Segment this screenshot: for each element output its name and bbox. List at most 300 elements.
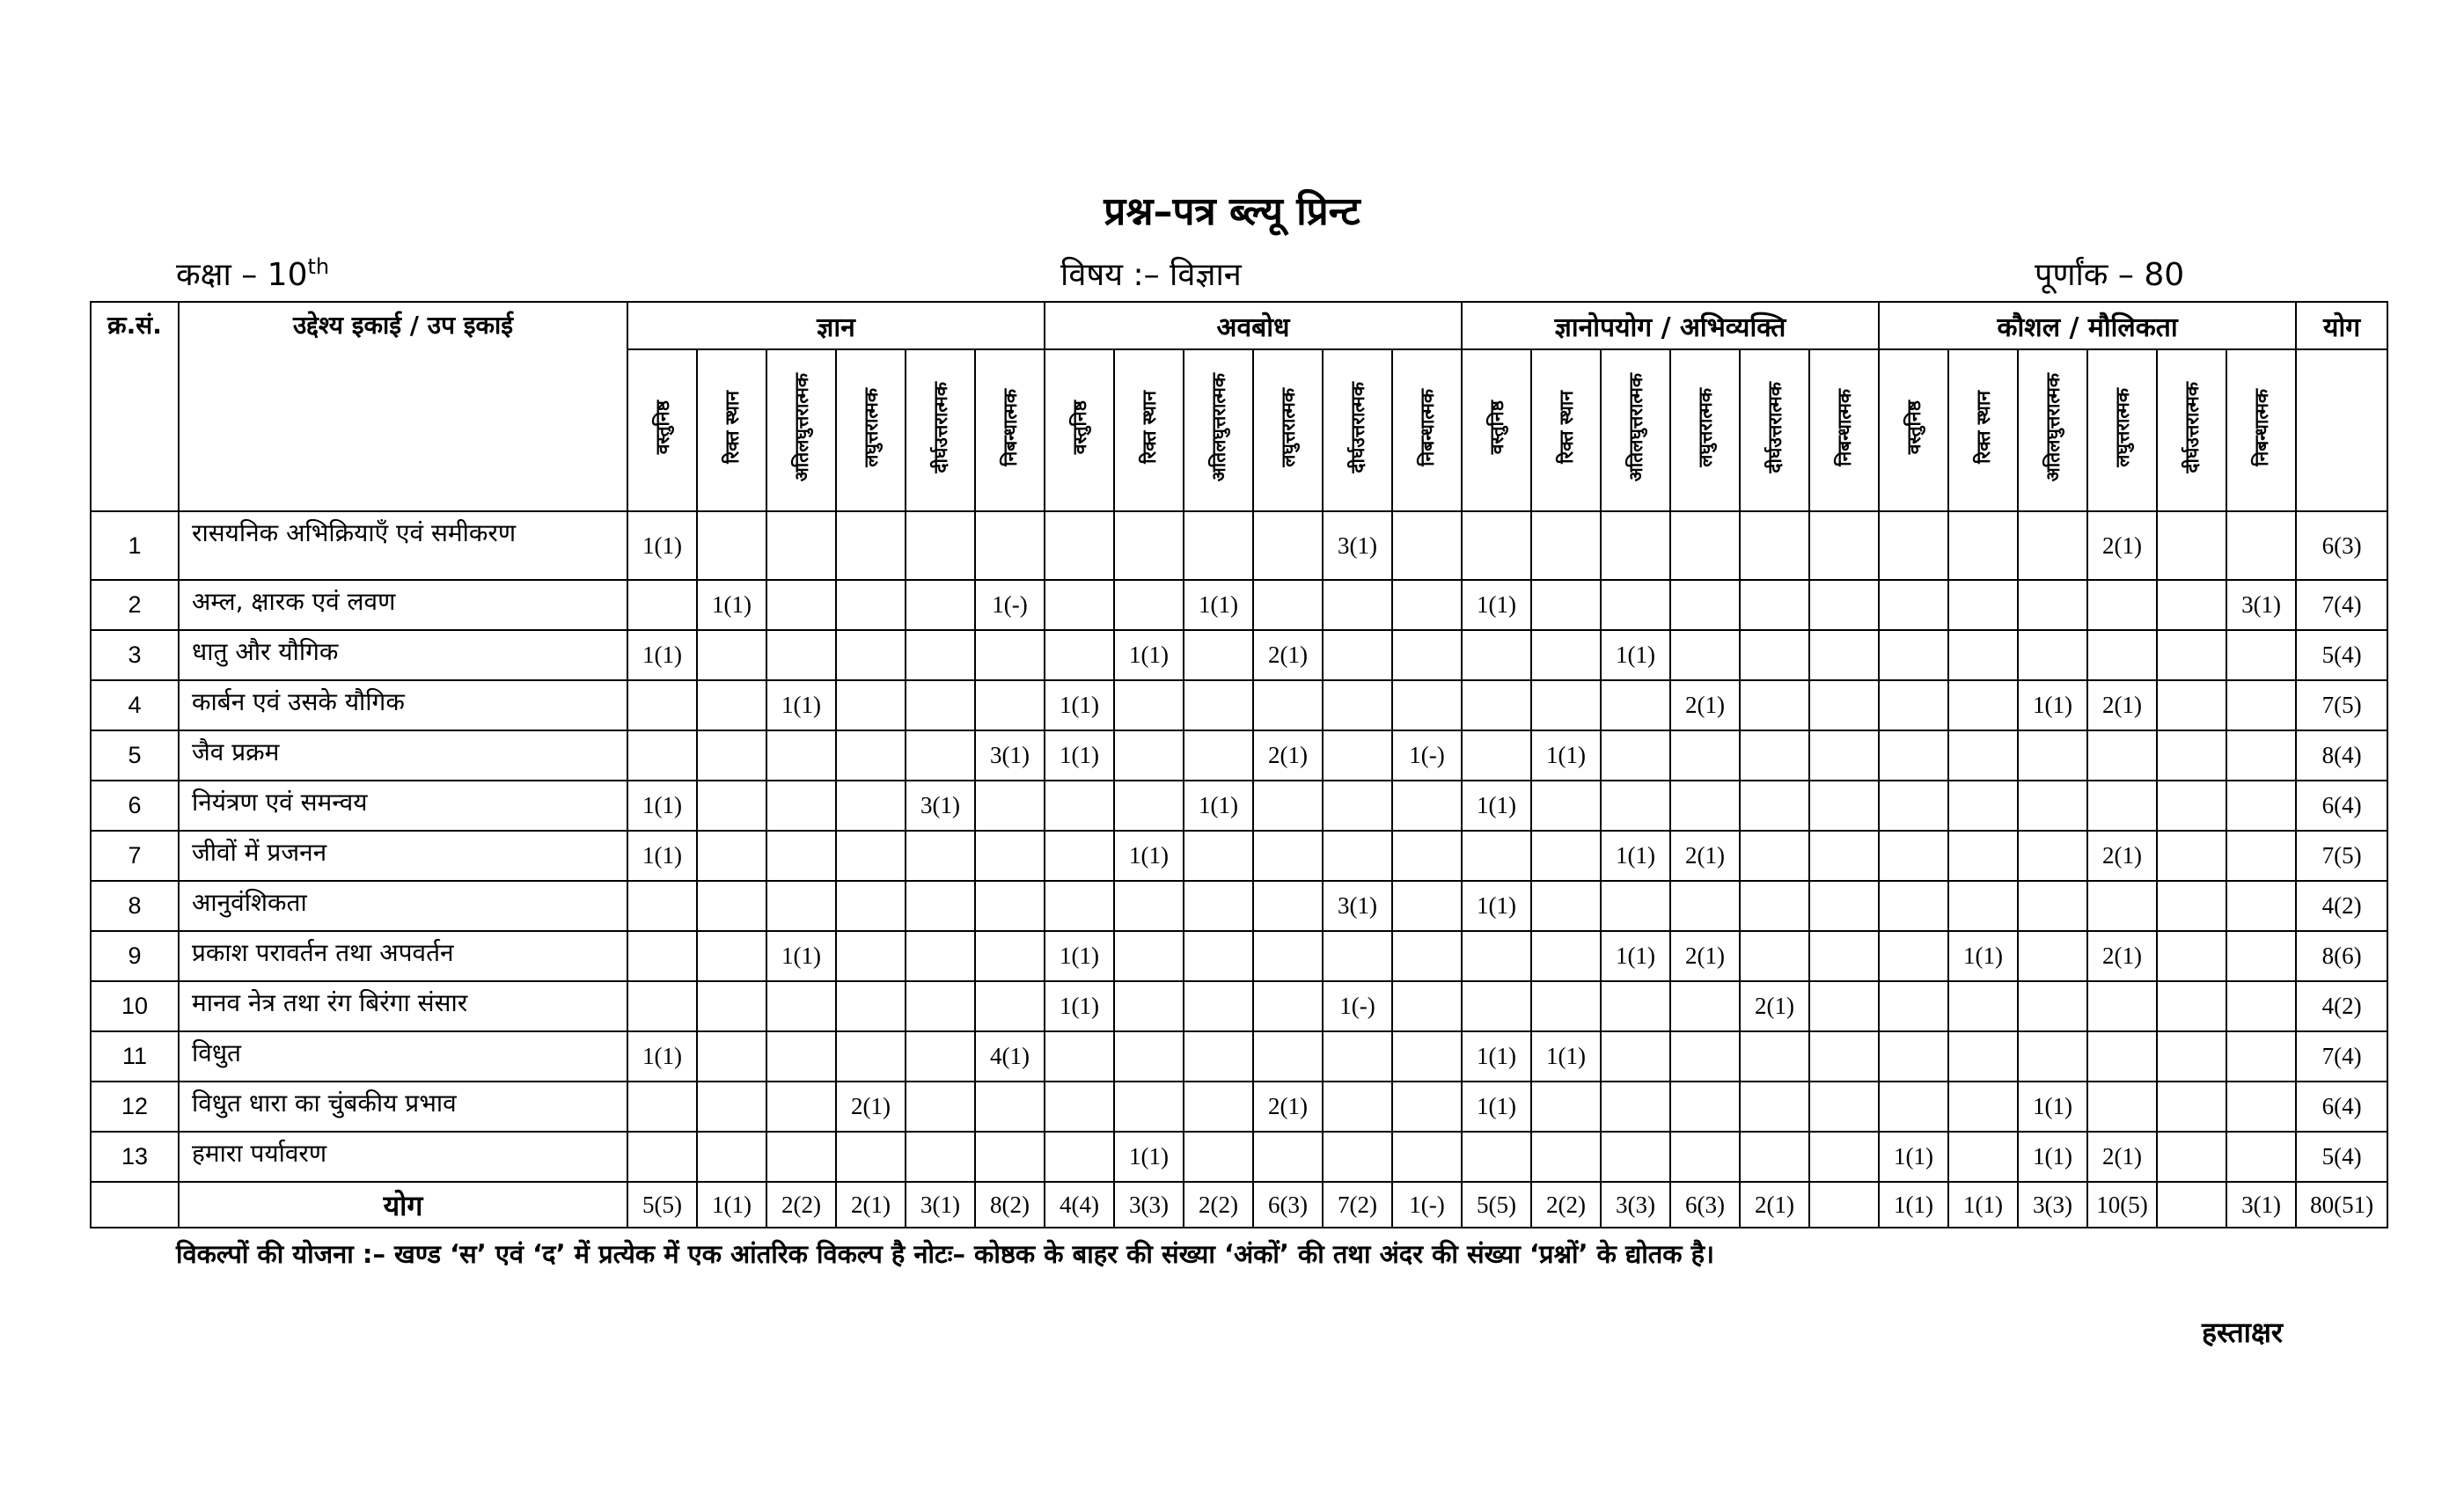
- row-cell: 1(1): [1879, 1132, 1948, 1182]
- subject-label: विषय :– विज्ञान: [1060, 257, 1242, 293]
- total-cell: 2(2): [1184, 1182, 1253, 1228]
- row-cell: [1184, 981, 1253, 1031]
- row-cell: 2(1): [2087, 931, 2157, 981]
- row-cell: 1(1): [1045, 680, 1114, 730]
- full-marks-label: पूर्णांक – 80: [2035, 257, 2185, 293]
- row-cell: [1809, 881, 1879, 931]
- row-cell: 1(1): [766, 680, 836, 730]
- row-cell: 1(1): [1948, 931, 2018, 981]
- row-cell: [1601, 1082, 1670, 1132]
- row-cell: 1(1): [1114, 630, 1184, 680]
- header-sno: क्र.सं.: [91, 302, 179, 511]
- header-group-gyanopyog: ज्ञानोपयोग / अभिव्यक्ति: [1462, 302, 1879, 349]
- row-sno: 9: [91, 931, 179, 981]
- row-cell: [1601, 680, 1670, 730]
- header-subcolumn: [1809, 349, 1879, 511]
- row-cell: [2018, 580, 2087, 630]
- row-cell: [2087, 630, 2157, 680]
- row-cell: [1948, 680, 2018, 730]
- row-cell: [2018, 981, 2087, 1031]
- row-total: 8(6): [2296, 931, 2387, 981]
- row-unit: जीवों में प्रजनन: [179, 831, 627, 881]
- row-cell: [1809, 680, 1879, 730]
- row-cell: [1879, 1031, 1948, 1082]
- row-cell: [2157, 511, 2226, 580]
- subcolumn-label: निबन्धात्मक: [999, 388, 1021, 466]
- row-cell: [2018, 881, 2087, 931]
- table-row: [91, 881, 2387, 931]
- row-cell: [2087, 580, 2157, 630]
- row-cell: [2157, 730, 2226, 781]
- row-cell: 1(-): [1392, 730, 1462, 781]
- row-cell: [697, 831, 766, 881]
- row-cell: [1601, 881, 1670, 931]
- total-cell: 2(1): [1740, 1182, 1809, 1228]
- subcolumn-label: अतिलघुत्तरात्मक: [1207, 372, 1229, 482]
- row-cell: [836, 831, 906, 881]
- header-subcolumn: [2087, 349, 2157, 511]
- row-cell: [2087, 981, 2157, 1031]
- grand-total: 80(51): [2296, 1182, 2387, 1228]
- row-cell: [1809, 630, 1879, 680]
- row-unit: अम्ल, क्षारक एवं लवण: [179, 580, 627, 630]
- subcolumn-label: अतिलघुत्तरात्मक: [790, 372, 812, 482]
- row-cell: [1948, 730, 2018, 781]
- header-subcolumn: [975, 349, 1045, 511]
- header-subcolumn: [1392, 349, 1462, 511]
- row-cell: [836, 1031, 906, 1082]
- group-header-row: [91, 302, 2387, 349]
- total-cell: 2(2): [1531, 1182, 1601, 1228]
- row-cell: 2(1): [1670, 831, 1740, 881]
- row-cell: 2(1): [2087, 1132, 2157, 1182]
- row-cell: [1392, 1031, 1462, 1082]
- row-cell: [1670, 511, 1740, 580]
- header-subcolumn: [1323, 349, 1392, 511]
- row-total: 5(4): [2296, 1132, 2387, 1182]
- row-cell: [2226, 781, 2296, 831]
- row-cell: 1(1): [1462, 580, 1531, 630]
- row-cell: [766, 1082, 836, 1132]
- total-cell: 4(4): [1045, 1182, 1114, 1228]
- row-cell: [1809, 831, 1879, 881]
- row-cell: [1392, 1132, 1462, 1182]
- row-cell: [1253, 981, 1323, 1031]
- row-cell: [906, 931, 975, 981]
- row-cell: [975, 831, 1045, 881]
- row-cell: [1531, 1082, 1601, 1132]
- row-cell: [975, 981, 1045, 1031]
- row-cell: [1045, 630, 1114, 680]
- row-cell: [2157, 781, 2226, 831]
- row-cell: [2018, 931, 2087, 981]
- row-cell: [1601, 981, 1670, 1031]
- row-cell: [1184, 1132, 1253, 1182]
- row-unit: नियंत्रण एवं समन्वय: [179, 781, 627, 831]
- row-cell: [1462, 680, 1531, 730]
- row-cell: [1323, 580, 1392, 630]
- total-cell: 2(1): [836, 1182, 906, 1228]
- row-cell: [766, 580, 836, 630]
- row-cell: [1948, 881, 2018, 931]
- row-cell: 1(1): [1601, 931, 1670, 981]
- row-total: 7(4): [2296, 580, 2387, 630]
- row-cell: 3(1): [1323, 511, 1392, 580]
- class-label: [176, 252, 329, 295]
- row-cell: 1(1): [1601, 630, 1670, 680]
- row-cell: [697, 781, 766, 831]
- row-cell: [1184, 881, 1253, 931]
- header-total: योग: [2296, 302, 2387, 349]
- subcolumn-label: लघुत्तरात्मक: [2111, 387, 2133, 467]
- total-cell: 3(3): [1114, 1182, 1184, 1228]
- total-row: [91, 1182, 2387, 1228]
- row-cell: [906, 981, 975, 1031]
- row-cell: [1114, 1082, 1184, 1132]
- row-total: 6(4): [2296, 1082, 2387, 1132]
- row-cell: 1(1): [1462, 781, 1531, 831]
- row-cell: [1601, 580, 1670, 630]
- row-cell: [2157, 1132, 2226, 1182]
- table-row: [91, 680, 2387, 730]
- row-unit: जैव प्रक्रम: [179, 730, 627, 781]
- row-cell: 1(-): [975, 580, 1045, 630]
- table-body: [91, 511, 2387, 1228]
- row-cell: [2018, 1031, 2087, 1082]
- row-cell: 3(1): [975, 730, 1045, 781]
- table-row: [91, 781, 2387, 831]
- row-cell: 1(1): [627, 1031, 697, 1082]
- row-cell: [2018, 730, 2087, 781]
- row-cell: [1462, 630, 1531, 680]
- row-cell: [2087, 1031, 2157, 1082]
- total-cell: [2157, 1182, 2226, 1228]
- table-row: [91, 931, 2387, 981]
- row-cell: [2226, 931, 2296, 981]
- row-cell: [1114, 511, 1184, 580]
- header-subcolumn: [2018, 349, 2087, 511]
- row-cell: [697, 1132, 766, 1182]
- row-cell: [1323, 1082, 1392, 1132]
- row-cell: [975, 680, 1045, 730]
- row-sno: 12: [91, 1082, 179, 1132]
- document-title: प्रश्न–पत्र ब्ल्यू प्रिन्ट: [1104, 189, 1360, 234]
- row-cell: [1740, 931, 1809, 981]
- row-cell: [1184, 511, 1253, 580]
- row-total: 7(4): [2296, 1031, 2387, 1082]
- row-cell: [627, 981, 697, 1031]
- row-cell: [2226, 1031, 2296, 1082]
- subcolumn-label: रिक्त स्थान: [1972, 391, 1994, 464]
- row-cell: [697, 511, 766, 580]
- row-cell: 2(1): [2087, 831, 2157, 881]
- row-cell: 1(1): [1045, 931, 1114, 981]
- row-cell: [697, 931, 766, 981]
- row-cell: [766, 730, 836, 781]
- header-subcolumn: [1948, 349, 2018, 511]
- row-cell: [2226, 831, 2296, 881]
- row-cell: [906, 881, 975, 931]
- table-row: [91, 580, 2387, 630]
- row-cell: 1(1): [697, 580, 766, 630]
- row-unit: रासयनिक अभिक्रियाएँ एवं समीकरण: [179, 511, 627, 580]
- row-cell: 2(1): [836, 1082, 906, 1132]
- row-cell: 2(1): [1253, 730, 1323, 781]
- header-subcolumn: [1253, 349, 1323, 511]
- row-unit: विधुत धारा का चुंबकीय प्रभाव: [179, 1082, 627, 1132]
- header-subcolumn: [1184, 349, 1253, 511]
- header-subcolumn: [836, 349, 906, 511]
- row-cell: 4(1): [975, 1031, 1045, 1082]
- row-cell: 2(1): [1670, 931, 1740, 981]
- row-cell: [1184, 730, 1253, 781]
- row-cell: [1392, 831, 1462, 881]
- row-cell: [1531, 511, 1601, 580]
- row-cell: [1531, 1132, 1601, 1182]
- row-cell: [2018, 781, 2087, 831]
- row-cell: [1323, 831, 1392, 881]
- row-cell: [697, 881, 766, 931]
- row-cell: [906, 511, 975, 580]
- row-sno: 10: [91, 981, 179, 1031]
- row-cell: 1(1): [627, 630, 697, 680]
- row-cell: [627, 580, 697, 630]
- row-cell: [1948, 1031, 2018, 1082]
- row-cell: [1323, 630, 1392, 680]
- row-cell: [2157, 831, 2226, 881]
- row-cell: 2(1): [2087, 511, 2157, 580]
- row-cell: [1253, 680, 1323, 730]
- row-cell: [1323, 1132, 1392, 1182]
- row-cell: 1(1): [1114, 1132, 1184, 1182]
- header-subcolumn: [2157, 349, 2226, 511]
- total-cell: 8(2): [975, 1182, 1045, 1228]
- row-sno: 7: [91, 831, 179, 881]
- row-cell: [1809, 981, 1879, 1031]
- row-cell: [1809, 1082, 1879, 1132]
- row-cell: [1045, 781, 1114, 831]
- row-cell: [1392, 580, 1462, 630]
- row-cell: [1670, 1082, 1740, 1132]
- total-cell: 6(3): [1670, 1182, 1740, 1228]
- row-cell: [766, 831, 836, 881]
- row-cell: [1392, 931, 1462, 981]
- header-subcolumn: [766, 349, 836, 511]
- header-subcolumn: [697, 349, 766, 511]
- row-cell: [1045, 1031, 1114, 1082]
- total-cell: [1809, 1182, 1879, 1228]
- row-cell: [1879, 781, 1948, 831]
- row-sno: 8: [91, 881, 179, 931]
- row-cell: 1(1): [1462, 881, 1531, 931]
- row-cell: [1323, 781, 1392, 831]
- row-cell: [1184, 1031, 1253, 1082]
- row-cell: [766, 881, 836, 931]
- total-cell: 5(5): [1462, 1182, 1531, 1228]
- row-cell: [906, 1132, 975, 1182]
- row-cell: [2226, 1132, 2296, 1182]
- table-row: [91, 1031, 2387, 1082]
- row-cell: [1253, 931, 1323, 981]
- row-cell: [1531, 881, 1601, 931]
- subcolumn-label: वस्तुनिष्ठ: [1068, 400, 1090, 455]
- row-cell: [975, 931, 1045, 981]
- row-cell: [2157, 630, 2226, 680]
- row-cell: [1670, 881, 1740, 931]
- subcolumn-label: वस्तुनिष्ठ: [1903, 400, 1925, 455]
- row-cell: [2157, 580, 2226, 630]
- total-cell: 1(-): [1392, 1182, 1462, 1228]
- row-cell: [1740, 630, 1809, 680]
- row-cell: [836, 580, 906, 630]
- header-subcolumn: [627, 349, 697, 511]
- subcolumn-label: लघुत्तरात्मक: [1277, 387, 1299, 467]
- row-cell: [1531, 781, 1601, 831]
- header-group-kaushal: कौशल / मौलिकता: [1879, 302, 2296, 349]
- row-cell: [1253, 1031, 1323, 1082]
- row-cell: 2(1): [1253, 630, 1323, 680]
- row-cell: [1948, 511, 2018, 580]
- row-cell: [1809, 730, 1879, 781]
- row-cell: 2(1): [1670, 680, 1740, 730]
- class-text: कक्षा – 10: [176, 257, 308, 293]
- row-cell: [1114, 781, 1184, 831]
- row-total: 7(5): [2296, 680, 2387, 730]
- row-cell: [627, 1132, 697, 1182]
- row-unit: हमारा पर्यावरण: [179, 1132, 627, 1182]
- row-sno: 6: [91, 781, 179, 831]
- row-cell: [1184, 931, 1253, 981]
- row-cell: [1670, 580, 1740, 630]
- subcolumn-label: अतिलघुत्तरात्मक: [2042, 372, 2064, 482]
- row-cell: [627, 931, 697, 981]
- row-cell: [836, 931, 906, 981]
- subcolumn-label: दीर्घउत्तरात्मक: [2181, 381, 2203, 473]
- row-cell: [1740, 781, 1809, 831]
- row-cell: [1323, 730, 1392, 781]
- row-cell: [836, 630, 906, 680]
- subcolumn-label: निबन्धात्मक: [1416, 388, 1438, 466]
- row-cell: [906, 1082, 975, 1132]
- row-cell: [2018, 831, 2087, 881]
- row-cell: [1740, 680, 1809, 730]
- subcolumn-label: वस्तुनिष्ठ: [651, 400, 673, 455]
- row-cell: [1879, 680, 1948, 730]
- subcolumn-label: रिक्त स्थान: [1555, 391, 1577, 464]
- row-cell: [1462, 981, 1531, 1031]
- row-cell: [2087, 881, 2157, 931]
- header-subcolumn: [2226, 349, 2296, 511]
- row-cell: [2018, 630, 2087, 680]
- row-cell: [2157, 1031, 2226, 1082]
- row-cell: [1670, 981, 1740, 1031]
- row-cell: [1809, 1031, 1879, 1082]
- row-cell: [766, 1031, 836, 1082]
- row-sno: 3: [91, 630, 179, 680]
- subcolumn-label: लघुत्तरात्मक: [860, 387, 882, 467]
- row-cell: 3(1): [1323, 881, 1392, 931]
- row-cell: [836, 881, 906, 931]
- row-cell: [1392, 781, 1462, 831]
- row-cell: [1809, 1132, 1879, 1182]
- row-cell: [2157, 931, 2226, 981]
- subcolumn-label: दीर्घउत्तरात्मक: [929, 381, 951, 473]
- header-subcolumn: [1531, 349, 1601, 511]
- row-cell: [1531, 831, 1601, 881]
- row-cell: [1948, 981, 2018, 1031]
- row-cell: [906, 630, 975, 680]
- row-cell: [1879, 881, 1948, 931]
- row-cell: [1740, 1132, 1809, 1182]
- row-total: 4(2): [2296, 881, 2387, 931]
- row-cell: [2018, 511, 2087, 580]
- subcolumn-label: निबन्धात्मक: [1833, 388, 1855, 466]
- row-cell: [1948, 630, 2018, 680]
- row-cell: [1879, 1082, 1948, 1132]
- row-cell: [1601, 730, 1670, 781]
- row-cell: [697, 1031, 766, 1082]
- subcolumn-label: दीर्घउत्तरात्मक: [1346, 381, 1368, 473]
- row-cell: [2157, 1082, 2226, 1132]
- row-cell: 1(1): [2018, 680, 2087, 730]
- row-cell: [1114, 730, 1184, 781]
- row-cell: [1740, 831, 1809, 881]
- row-cell: [697, 630, 766, 680]
- row-unit: कार्बन एवं उसके यौगिक: [179, 680, 627, 730]
- row-cell: [627, 680, 697, 730]
- row-cell: [1809, 781, 1879, 831]
- row-cell: [1879, 580, 1948, 630]
- row-cell: [2087, 1082, 2157, 1132]
- row-cell: [1114, 680, 1184, 730]
- row-cell: [1462, 511, 1531, 580]
- row-cell: [1253, 1132, 1323, 1182]
- row-unit: मानव नेत्र तथा रंग बिरंगा संसार: [179, 981, 627, 1031]
- row-cell: [1740, 511, 1809, 580]
- row-unit: आनुवंशिकता: [179, 881, 627, 931]
- row-cell: [1114, 931, 1184, 981]
- row-cell: [1045, 511, 1114, 580]
- row-cell: [906, 730, 975, 781]
- subcolumn-label: दीर्घउत्तरात्मक: [1764, 381, 1786, 473]
- row-cell: [1392, 981, 1462, 1031]
- subcolumn-label: वस्तुनिष्ठ: [1485, 400, 1507, 455]
- row-cell: [1184, 630, 1253, 680]
- row-cell: [627, 881, 697, 931]
- total-cell: 1(1): [697, 1182, 766, 1228]
- row-cell: [1740, 580, 1809, 630]
- row-cell: [1948, 580, 2018, 630]
- row-cell: [1740, 881, 1809, 931]
- total-cell: 3(1): [906, 1182, 975, 1228]
- row-cell: [1601, 1031, 1670, 1082]
- total-cell: 6(3): [1253, 1182, 1323, 1228]
- row-cell: [1392, 630, 1462, 680]
- row-total: 4(2): [2296, 981, 2387, 1031]
- row-cell: [1879, 511, 1948, 580]
- row-cell: [1879, 630, 1948, 680]
- row-cell: [1184, 1082, 1253, 1132]
- row-cell: [697, 981, 766, 1031]
- row-cell: [1184, 831, 1253, 881]
- row-cell: [627, 730, 697, 781]
- row-cell: 2(1): [2087, 680, 2157, 730]
- total-cell: 1(1): [1879, 1182, 1948, 1228]
- row-cell: 1(1): [1531, 1031, 1601, 1082]
- header-subcolumn: [1601, 349, 1670, 511]
- header-subcolumn: [1740, 349, 1809, 511]
- row-cell: [1531, 630, 1601, 680]
